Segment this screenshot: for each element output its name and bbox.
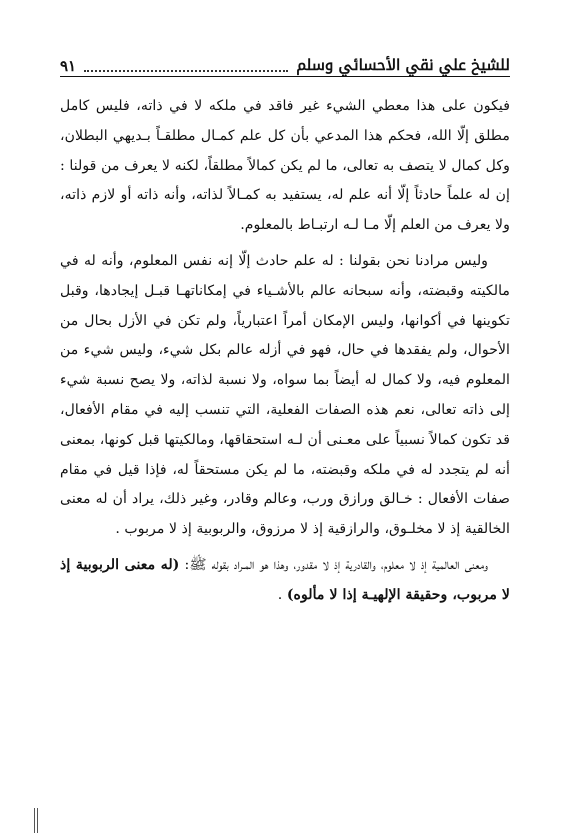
paragraph-3-tail: .: [277, 586, 287, 603]
paragraph-2: وليس مرادنا نحن بقولنا : له علم حادث إلّا إنه نفس المعلوم، وأنه له في مالكيته وقبضته، وأنه سبحانه عالم بالأشـياء في إمكاناتهـا قبـل إيجادها، وقبل تكوينها في أكوانها، وليس الإمكان أمراً اعتبارياً، ولم تكن في الأزل بحال من الأحوال، ولم يفقدها في حال، فهو في أزله عالم بكل شيء، وليس شيء من المعلوم فيه، ولا كمال له أيضاً بما سواه، ولا نسبة لذاته، ولا يصح نسبة شيء إلى ذاته تعالى، نعم هذه الصفات الفعلية، التي تنسب إليه في مقام الأفعال، قد تكون كمالاً نسبياً على معـنى أن لـه استحقاقها، ومالكيتها قبل كونها، بمعنى أنه لم يتجدد له في ملكه وقبضته، ما لم يكن مستحقاً له، فإذا قيل في مقام صفات الأفعال : خـالق ورازق ورب، وعالم وقادر، وغير ذلك، يراد أن له معنى الخالقية إذ لا مخلـوق، والرازقية إذ لا مرزوق، والربوبية إذ لا مربوب .: [60, 252, 510, 538]
page-number: ٩١: [60, 57, 77, 75]
page-body: [60, 92, 510, 611]
hadith-quote: (له معنى الربوبية إذ لا مربوب، وحقيقة الإلهيـة إذا لا مألوه): [60, 556, 510, 603]
paragraph-3-text: ومعنى العالمية إذ لا معلوم، والقادرية إذ لا مقدور، وهذا هو المـراد بقوله ﷺ:: [179, 556, 488, 573]
gutter-mark: [34, 808, 38, 833]
header-rule: [60, 76, 510, 77]
header-title: للشيخ علي نقي الأحسائي ﷸ: [296, 56, 510, 74]
header-dot-leader: [84, 60, 288, 72]
paragraph-3: [60, 551, 510, 611]
paragraph-1: فيكون على هذا معطي الشيء غير فاقد في ملكه لا في ذاته، فليس كامل مطلق إلّا الله، فحكم هذا المدعي بأن كل علم كمـال مطلقـاً بـديهي البطلان، وكل كمال لا يتصف به تعالى، ما لم يكن كمالاً مطلقاً، لكنه لا يعرف من قولنا : إن له علماً حادثاً إلّا أنه علم له، يستفيد به كمـالاً لذاته، وأنه ذاته أو لازم ذاته، ولا يعرف من العلم إلّا مـا لـه ارتبـاط بالمعلوم.: [60, 98, 510, 234]
